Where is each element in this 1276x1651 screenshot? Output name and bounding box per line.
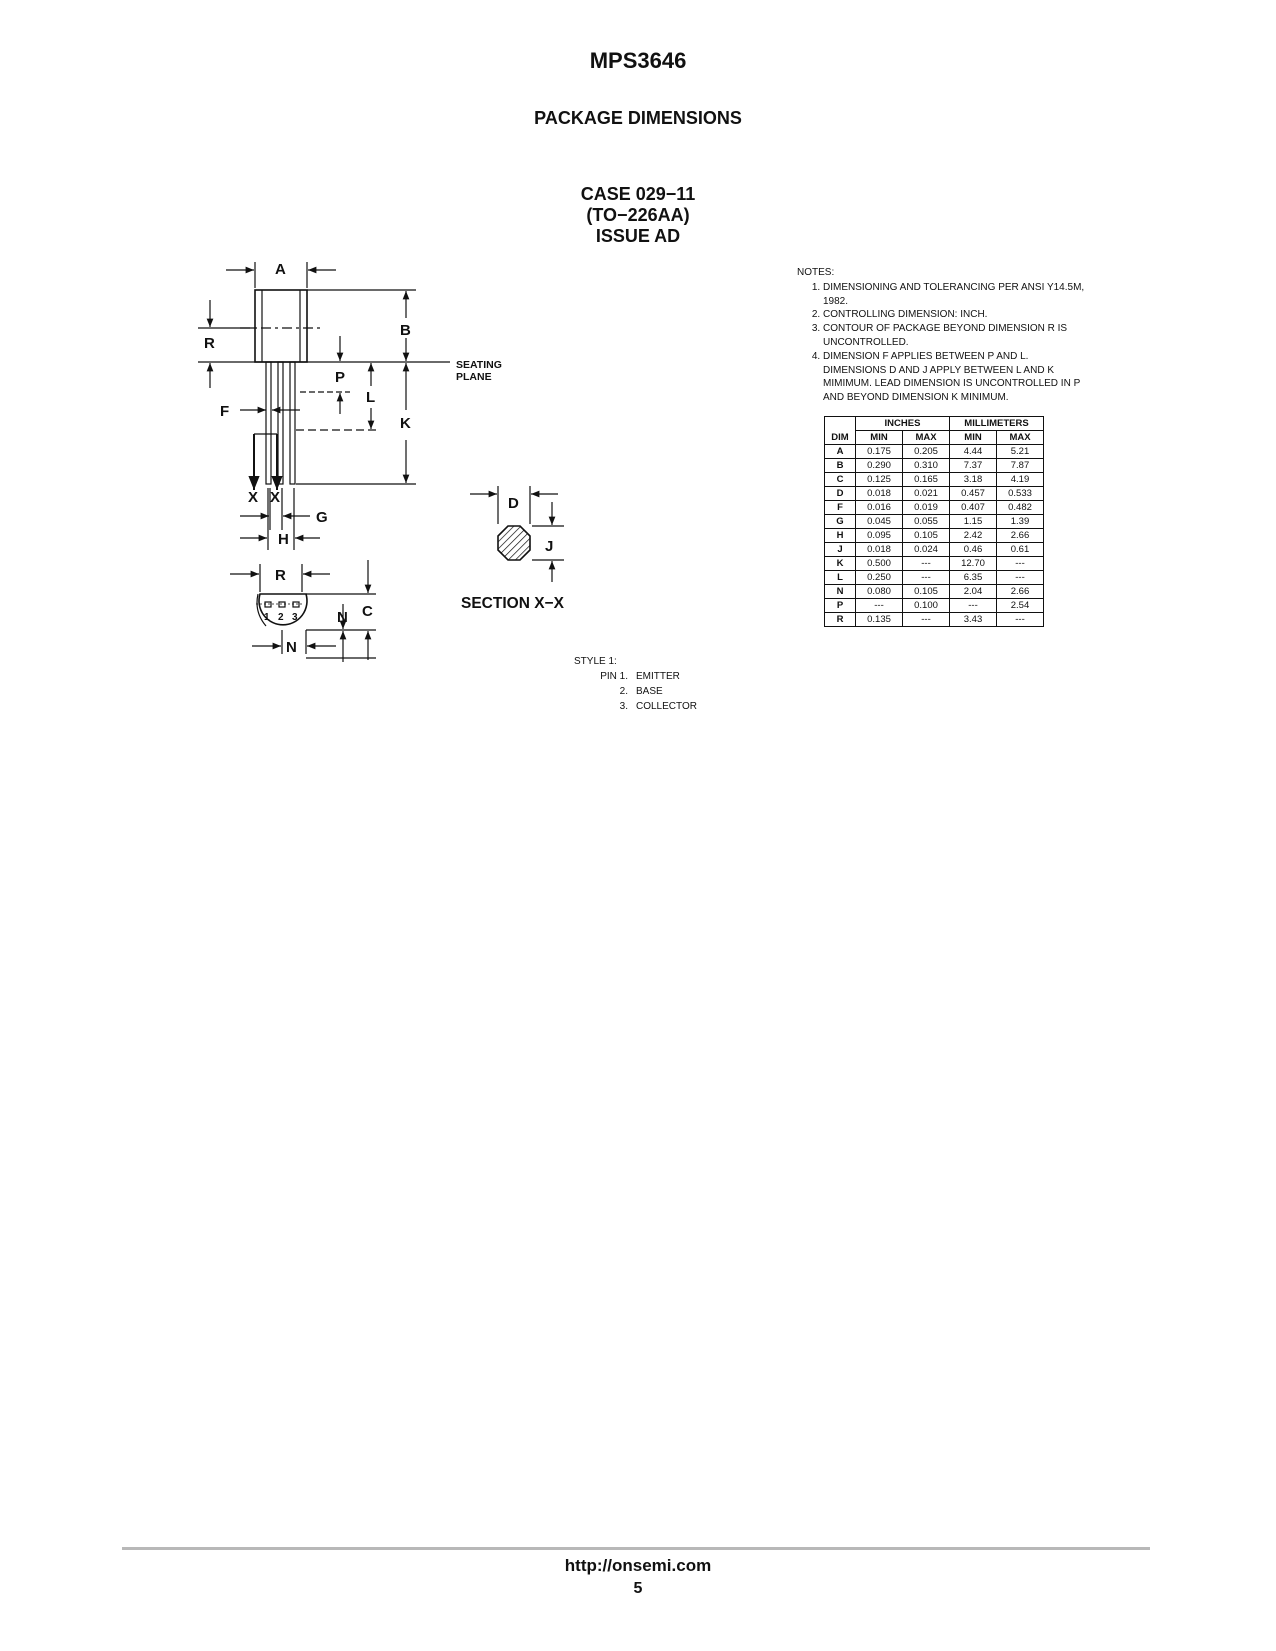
- mm-min-cell: ---: [950, 599, 997, 613]
- mm-min-cell: 0.407: [950, 501, 997, 515]
- dimension-table: [824, 416, 1044, 627]
- style-block: [574, 654, 697, 714]
- label-l: L: [366, 389, 376, 406]
- inches-max-cell: 0.310: [903, 459, 950, 473]
- section-title: PACKAGE DIMENSIONS: [534, 108, 742, 128]
- table-row: [825, 543, 1044, 557]
- inches-max-cell: ---: [903, 557, 950, 571]
- column-header-dim: DIM: [825, 431, 856, 445]
- footer-divider: [122, 1547, 1150, 1550]
- column-header-mm-min: MIN: [950, 431, 997, 445]
- mm-min-cell: 6.35: [950, 571, 997, 585]
- mm-min-cell: 7.37: [950, 459, 997, 473]
- mm-max-cell: 0.482: [997, 501, 1044, 515]
- label-r-bottom: R: [275, 567, 286, 584]
- dim-cell: A: [825, 445, 856, 459]
- inches-min-cell: 0.095: [856, 529, 903, 543]
- page-number: 5: [633, 1580, 643, 1597]
- mm-min-cell: 0.46: [950, 543, 997, 557]
- footer-url-link[interactable]: http://onsemi.com: [564, 1556, 712, 1575]
- inches-min-cell: 0.045: [856, 515, 903, 529]
- pin-3-label: 3: [292, 612, 298, 623]
- column-header-mm-max: MAX: [997, 431, 1044, 445]
- table-row: [825, 459, 1044, 473]
- inches-max-cell: 0.165: [903, 473, 950, 487]
- mm-max-cell: 7.87: [997, 459, 1044, 473]
- mm-max-cell: 4.19: [997, 473, 1044, 487]
- label-k: K: [400, 415, 411, 432]
- note-item: 3. CONTOUR OF PACKAGE BEYOND DIMENSION R IS UNCONTROLLED.: [823, 322, 1087, 350]
- inches-max-cell: 0.055: [903, 515, 950, 529]
- label-d: D: [508, 495, 519, 512]
- style-heading: STYLE 1:: [574, 656, 617, 667]
- inches-min-cell: 0.080: [856, 585, 903, 599]
- label-p: P: [335, 369, 346, 386]
- inches-min-cell: 0.175: [856, 445, 903, 459]
- mm-max-cell: 5.21: [997, 445, 1044, 459]
- inches-min-cell: 0.500: [856, 557, 903, 571]
- mm-min-cell: 12.70: [950, 557, 997, 571]
- table-row: [825, 445, 1044, 459]
- case-package: (TO−226AA): [586, 205, 690, 225]
- pin-row: [574, 684, 697, 699]
- inches-max-cell: 0.100: [903, 599, 950, 613]
- section-xx-shape: [498, 526, 530, 560]
- case-number: CASE 029−11: [580, 184, 696, 204]
- seating-plane-line1: SEATING: [456, 359, 502, 371]
- inches-max-cell: 0.105: [903, 529, 950, 543]
- label-n-horizontal: N: [286, 639, 297, 656]
- label-a: A: [275, 261, 286, 278]
- group-header-inches: INCHES: [856, 417, 950, 431]
- mm-min-cell: 2.04: [950, 585, 997, 599]
- inches-min-cell: 0.016: [856, 501, 903, 515]
- mm-min-cell: 3.18: [950, 473, 997, 487]
- case-issue: ISSUE AD: [595, 226, 681, 246]
- table-row: [825, 557, 1044, 571]
- notes-heading: NOTES:: [797, 267, 835, 278]
- section-xx-caption: SECTION X−X: [461, 595, 564, 612]
- inches-max-cell: ---: [903, 571, 950, 585]
- label-x-right: X: [270, 489, 281, 506]
- table-column-header-row: [825, 431, 1044, 445]
- label-b: B: [400, 322, 411, 339]
- group-header-millimeters: MILLIMETERS: [950, 417, 1044, 431]
- label-r-side: R: [204, 335, 215, 352]
- inches-min-cell: 0.290: [856, 459, 903, 473]
- label-h: H: [278, 531, 289, 548]
- table-row: [825, 529, 1044, 543]
- pin-function: COLLECTOR: [636, 701, 697, 712]
- mm-max-cell: 0.533: [997, 487, 1044, 501]
- pin-1-label: 1: [264, 612, 270, 623]
- mm-min-cell: 4.44: [950, 445, 997, 459]
- label-x-left: X: [248, 489, 259, 506]
- dim-cell: H: [825, 529, 856, 543]
- seating-plane-line2: PLANE: [456, 371, 492, 383]
- table-row: [825, 613, 1044, 627]
- column-header-inches-min: MIN: [856, 431, 903, 445]
- inches-min-cell: 0.018: [856, 543, 903, 557]
- dim-cell: G: [825, 515, 856, 529]
- table-corner-cell: [825, 417, 856, 431]
- note-item: 1. DIMENSIONING AND TOLERANCING PER ANSI Y14.5M, 1982.: [823, 281, 1087, 309]
- mm-min-cell: 2.42: [950, 529, 997, 543]
- dim-cell: D: [825, 487, 856, 501]
- table-row: [825, 515, 1044, 529]
- dim-cell: N: [825, 585, 856, 599]
- inches-min-cell: 0.018: [856, 487, 903, 501]
- inches-max-cell: 0.019: [903, 501, 950, 515]
- dim-cell: L: [825, 571, 856, 585]
- mm-max-cell: 2.66: [997, 585, 1044, 599]
- note-item: 2. CONTROLLING DIMENSION: INCH.: [823, 308, 1087, 322]
- dimension-table-body: [825, 445, 1044, 627]
- pin-number: 3.: [619, 701, 628, 712]
- table-row: [825, 473, 1044, 487]
- pin-2-label: 2: [278, 612, 284, 623]
- mm-max-cell: ---: [997, 557, 1044, 571]
- pin-number: PIN 1.: [600, 671, 628, 682]
- table-row: [825, 501, 1044, 515]
- table-row: [825, 585, 1044, 599]
- pin-function: BASE: [636, 686, 663, 697]
- dim-cell: R: [825, 613, 856, 627]
- dim-cell: F: [825, 501, 856, 515]
- inches-max-cell: ---: [903, 613, 950, 627]
- dim-cell: C: [825, 473, 856, 487]
- table-row: [825, 571, 1044, 585]
- label-g: G: [316, 509, 328, 526]
- dim-cell: B: [825, 459, 856, 473]
- column-header-inches-max: MAX: [903, 431, 950, 445]
- dim-cell: P: [825, 599, 856, 613]
- inches-max-cell: 0.024: [903, 543, 950, 557]
- inches-max-cell: 0.021: [903, 487, 950, 501]
- pin-number: 2.: [619, 686, 628, 697]
- dim-cell: K: [825, 557, 856, 571]
- mm-max-cell: ---: [997, 571, 1044, 585]
- mm-max-cell: 1.39: [997, 515, 1044, 529]
- mm-max-cell: 0.61: [997, 543, 1044, 557]
- label-c: C: [362, 603, 373, 620]
- inches-min-cell: ---: [856, 599, 903, 613]
- pin-row: [574, 699, 697, 714]
- label-f: F: [220, 403, 230, 420]
- document-title: MPS3646: [589, 48, 687, 73]
- inches-min-cell: 0.135: [856, 613, 903, 627]
- notes-block: [797, 266, 1087, 405]
- mm-max-cell: ---: [997, 613, 1044, 627]
- note-item: 4. DIMENSION F APPLIES BETWEEN P AND L. DIMENSIONS D AND J APPLY BETWEEN L AND K MIMIMUM. LEAD DIMENSION IS UNCONTROLLED IN P AND BEYOND DIMENSION K MINIMUM.: [823, 350, 1087, 405]
- table-row: [825, 487, 1044, 501]
- table-row: [825, 599, 1044, 613]
- inches-min-cell: 0.125: [856, 473, 903, 487]
- mm-max-cell: 2.54: [997, 599, 1044, 613]
- dim-cell: J: [825, 543, 856, 557]
- mm-min-cell: 0.457: [950, 487, 997, 501]
- inches-max-cell: 0.105: [903, 585, 950, 599]
- package-body: [255, 290, 307, 362]
- table-group-header-row: [825, 417, 1044, 431]
- mm-max-cell: 2.66: [997, 529, 1044, 543]
- label-n-vertical: N: [337, 609, 348, 626]
- inches-max-cell: 0.205: [903, 445, 950, 459]
- label-j: J: [545, 538, 554, 555]
- pin-function: EMITTER: [636, 671, 680, 682]
- mm-min-cell: 1.15: [950, 515, 997, 529]
- pin-row: [574, 669, 697, 684]
- mm-min-cell: 3.43: [950, 613, 997, 627]
- inches-min-cell: 0.250: [856, 571, 903, 585]
